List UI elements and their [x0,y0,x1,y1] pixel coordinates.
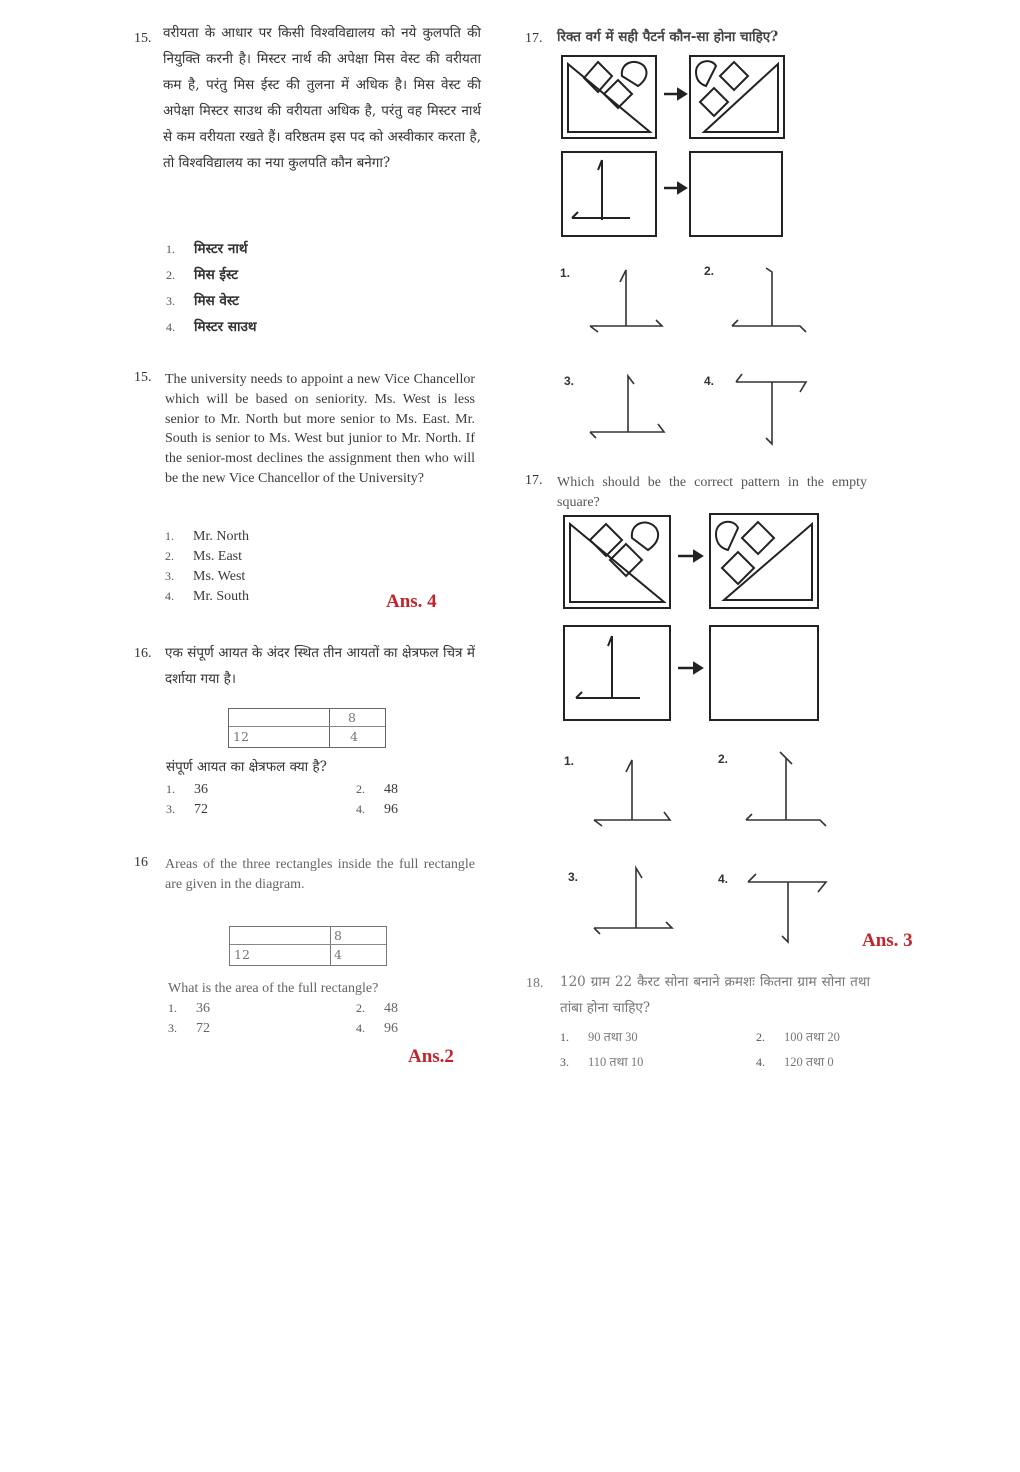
q16-hi-option-4: 4. 96 [356,802,398,817]
q16-hi-rectangle-diagram [228,708,386,748]
q15-answer: Ans. 4 [386,591,437,612]
q18-hi-option-2: 2. 100 तथा 20 [756,1030,840,1044]
q16-en-option-3: 3. 72 [168,1021,210,1036]
q18-hi-option-3: 3. 110 तथा 10 [560,1055,644,1069]
q18-hi-option-4: 4. 120 तथा 0 [756,1055,834,1069]
q16-hi-option-3: 3. 72 [166,802,208,817]
q15-hi-option-4: 4. मिस्टर साउथ [166,319,257,335]
q15-en-option-1: 1. Mr. North [165,529,249,544]
q16-hi-question: संपूर्ण आयत का क्षेत्रफल क्या है? [166,759,327,775]
q16-hi-text: एक संपूर्ण आयत के अंदर स्थित तीन आयतों का क्षेत्रफल चित्र में दर्शाया गया है। [165,645,475,687]
q16-hi-option-1: 1. 36 [166,782,208,797]
q16-en-option-4: 4. 96 [356,1021,398,1036]
q17-hi-option-3-label: 3. [564,374,575,388]
q16-en-text: Areas of the three rectangles inside the full rectangle are given in the diagram. [165,857,475,892]
q15-hi-option-1: 1. मिस्टर नार्थ [166,241,248,257]
q17-en-figure [562,512,824,724]
q15-en-number: 15. [134,370,152,385]
q17-hi-figure [560,52,800,238]
q17-answer: Ans. 3 [862,930,913,951]
q17-hi-option-2-label: 2. [704,264,715,278]
q16-hi-option-2: 2. 48 [356,782,398,797]
q17-en-option-4-label: 4. [718,872,729,886]
q16-en-option-2: 2. 48 [356,1001,398,1016]
q16-en-option-1: 1. 36 [168,1001,210,1016]
q16-en-cell-bottom-left: 12 [234,947,250,962]
q16-hi-cell-bottom-left: 12 [233,729,249,744]
q15-hi-option-3: 3. मिस वेस्ट [166,293,239,309]
q16-answer: Ans.2 [408,1046,454,1067]
q17-hi-text: रिक्त वर्ग में सही पैटर्न कौन-सा होना चाहिए? [557,29,779,45]
q17-en-number: 17. [525,473,543,488]
q15-hi-option-2: 2. मिस ईस्ट [166,267,239,283]
q15-en-option-2: 2. Ms. East [165,549,242,564]
q16-en-rectangle-diagram [229,926,387,966]
q15-en-option-3: 3. Ms. West [165,569,246,584]
q15-en-option-4: 4. Mr. South [165,589,250,604]
q17-en-options [560,750,850,950]
q17-hi-options [560,262,820,452]
q16-hi-cell-bottom-right: 4 [350,729,358,744]
q17-hi-option-1-label: 1. [560,266,571,280]
q17-hi-number: 17. [525,31,543,46]
q18-hi-option-1: 1. 90 तथा 30 [560,1030,638,1044]
q15-en-text: The university needs to appoint a new Vice Chancellor which will be based on seniority. Ms. West is less senior to Mr. North but more senior to Ms. East. Mr. South is senior to Ms. West but junior to Mr. North. If the senior-most declines the assignment then who will be the new Vice Chancellor of the University? [165,372,475,486]
q18-hi-number: 18. [526,976,544,991]
q16-hi-number: 16. [134,646,152,661]
q17-en-option-3-label: 3. [568,870,579,884]
q17-en-text: Which should be the correct pattern in the empty square? [557,475,867,510]
q16-hi-cell-top-right: 8 [348,710,356,725]
q17-hi-option-4-label: 4. [704,374,715,388]
q15-hi-text: वरीयता के आधार पर किसी विश्वविद्यालय को नये कुलपति की नियुक्ति करनी है। मिस्टर नार्थ की अपेक्षा मिस वेस्ट की वरीयता कम है, परंतु मिस ईस्ट की तुलना में अधिक है। मिस वेस्ट की अपेक्षा मिस्टर साउथ की वरीयता अधिक है, परंतु वह मिस्टर नार्थ से कम वरीयता रखते हैं। वरिष्ठतम इस पद को अस्वीकार करता है, तो विश्वविद्यालय का नया कुलपति कौन बनेगा? [163,25,481,171]
q18-hi-text: 120 ग्राम 22 कैरट सोना बनाने क्रमशः कितना ग्राम सोना तथा तांबा होना चाहिए? [560,974,870,1016]
q17-en-option-2-label: 2. [718,752,729,766]
q17-en-option-1-label: 1. [564,754,575,768]
q16-en-number: 16 [134,855,148,870]
q15-hi-number: 15. [134,31,152,46]
q16-en-cell-top-right: 8 [334,928,342,943]
q16-en-question: What is the area of the full rectangle? [168,981,379,996]
q16-en-cell-bottom-right: 4 [334,947,342,962]
